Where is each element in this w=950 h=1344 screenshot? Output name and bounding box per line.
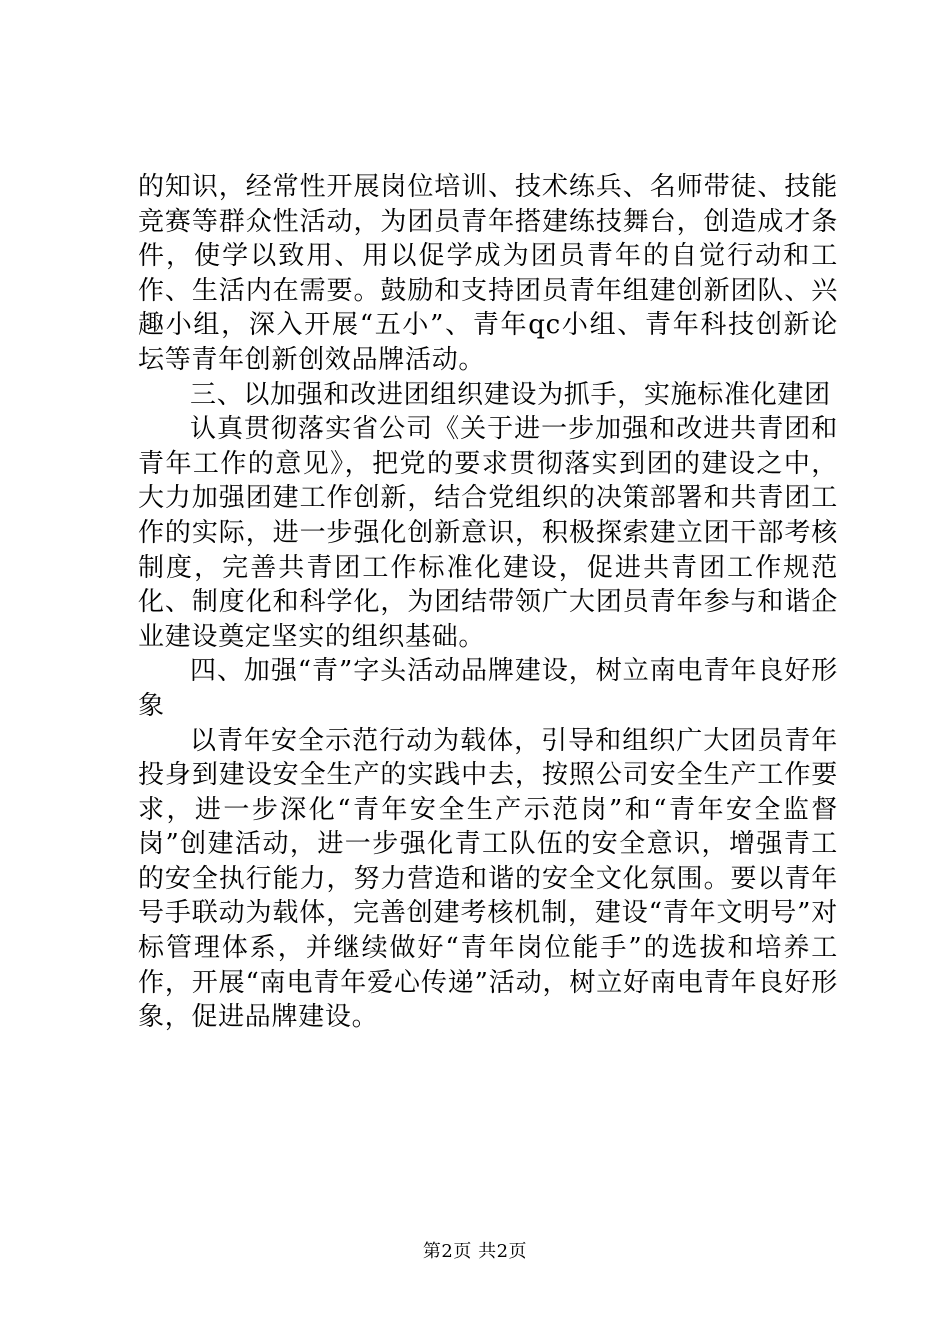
paragraph-section-3: 认真贯彻落实省公司《关于进一步加强和改进共青团和青年工作的意见》，把党的要求贯彻落实到团的建设之中，大力加强团建工作创新，结合党组织的决策部署和共青团工作的实际，进一步强化创新意识，积极探索建立团干部考核制度，完善共青团工作标准化建设，促进共青团工作规范化、制度化和科学化，为团结带领广大团员青年参与和谐企业建设奠定坚实的组织基础。 — [138, 414, 838, 652]
paragraph-section-4: 以青年安全示范行动为载体，引导和组织广大团员青年投身到建设安全生产的实践中去，按照公司安全生产工作要求，进一步深化“青年安全生产示范岗”和“青年安全监督岗”创建活动，进一步强化青工队伍的安全意识，增强青工的安全执行能力，努力营造和谐的安全文化氛围。要以青年号手联动为载体，完善创建考核机制，建设“青年文明号”对标管理体系，并继续做好“青年岗位能手”的选拔和培养工作，开展“南电青年爱心传递”活动，树立好南电青年良好形象，促进品牌建设。 — [138, 725, 838, 1033]
paragraph-continuation: 的知识，经常性开展岗位培训、技术练兵、名师带徒、技能竞赛等群众性活动，为团员青年搭建练技舞台，创造成才条件，使学以致用、用以促学成为团员青年的自觉行动和工作、生活内在需要。鼓励和支持团员青年组建创新团队、兴趣小组，深入开展“五小”、青年qc小组、青年科技创新论坛等青年创新创效品牌活动。 — [138, 172, 838, 375]
section-heading-3: 三、以加强和改进团组织建设为抓手，实施标准化建团 — [190, 379, 831, 410]
page-number-footer: 第2页 共2页 — [422, 1241, 528, 1262]
document-body — [138, 170, 838, 1035]
section-heading-4: 四、加强“青”字头活动品牌建设，树立南电青年良好形象 — [138, 656, 838, 721]
